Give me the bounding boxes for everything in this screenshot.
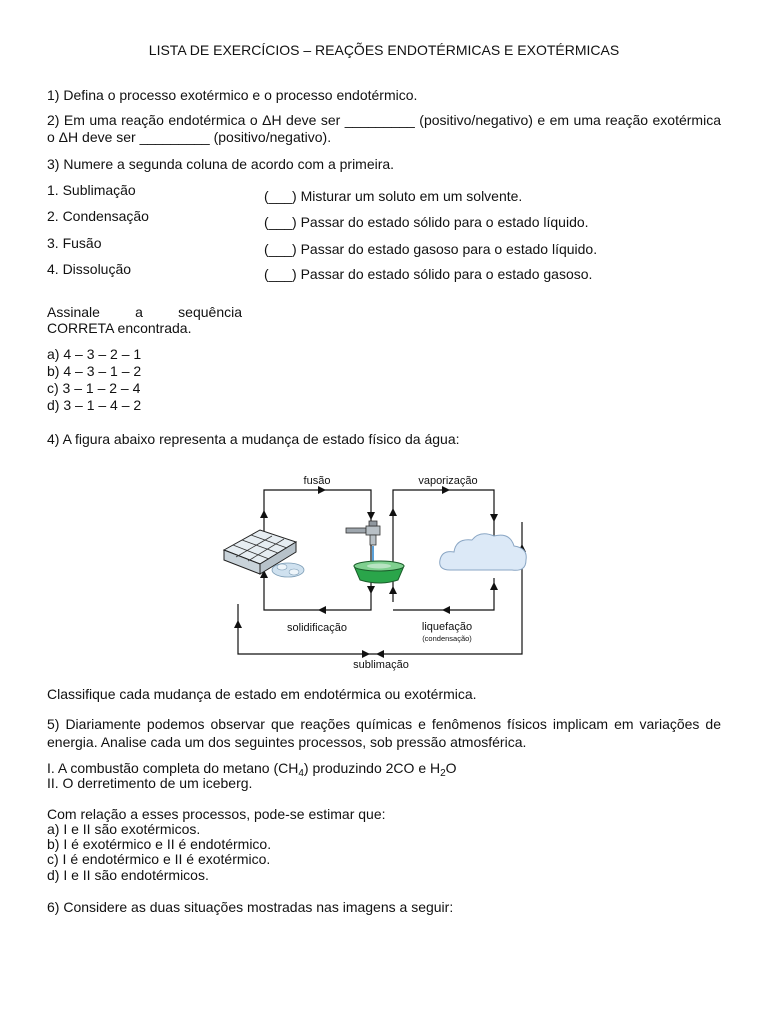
arrow-down-icon <box>490 514 498 522</box>
arrow-up-icon <box>389 508 397 516</box>
arrow-down-icon <box>367 586 375 594</box>
column-1-item-4: 4. Dissolução <box>47 261 132 277</box>
q5-option-b: b) I é exotérmico e II é endotérmico. <box>47 836 272 852</box>
question-2-line-2: o ΔH deve ser _________ (positivo/negativo). <box>47 129 332 145</box>
q3-option-a: a) 4 – 3 – 2 – 1 <box>47 346 142 362</box>
q5-option-d: d) I e II são endotérmicos. <box>47 867 209 883</box>
q5-item-1-part: ) produzindo 2CO e H <box>303 760 441 776</box>
label-sublimacao: sublimação <box>353 659 409 671</box>
state-change-diagram <box>220 466 550 672</box>
q5-item-1-subscript: 2 <box>440 768 446 779</box>
question-1: 1) Defina o processo exotérmico e o processo endotérmico. <box>47 87 418 103</box>
assinale-line-1: Assinale a sequência <box>47 304 242 320</box>
question-5-line-1: 5) Diariamente podemos observar que reações químicas e fenômenos físicos implicam em variações de <box>47 716 721 732</box>
melting-ice-icon <box>272 563 304 577</box>
label-fusao: fusão <box>303 475 331 487</box>
question-4-classify: Classifique cada mudança de estado em endotérmica ou exotérmica. <box>47 686 477 702</box>
liquefaction-line <box>393 578 494 610</box>
question-3-prompt: 3) Numere a segunda coluna de acordo com a primeira. <box>47 156 395 172</box>
assinale-line-2: CORRETA encontrada. <box>47 320 192 336</box>
arrow-left-icon <box>318 606 326 614</box>
column-1-item-3: 3. Fusão <box>47 235 102 251</box>
arrow-down-icon <box>367 512 375 520</box>
column-2-item-3: (___) Passar do estado gasoso para o estado líquido. <box>264 241 598 257</box>
q5-item-1 <box>47 760 457 779</box>
label-liquefacao: liquefação <box>421 621 473 633</box>
arrow-right-icon <box>442 486 450 494</box>
faucet-bowl-icon <box>346 521 404 583</box>
column-1-item-1: 1. Sublimação <box>47 182 136 198</box>
q5-item-1-subscript: 4 <box>298 768 304 779</box>
arrow-right-icon <box>362 650 370 658</box>
q3-option-d: d) 3 – 1 – 4 – 2 <box>47 397 142 413</box>
question-5-line-2: energia. Analise cada um dos seguintes processos, sob pressão atmosférica. <box>47 734 527 750</box>
arrow-up-icon <box>490 582 498 590</box>
q3-option-b: b) 4 – 3 – 1 – 2 <box>47 363 142 379</box>
question-4-prompt: 4) A figura abaixo representa a mudança de estado físico da água: <box>47 431 460 447</box>
arrow-right-icon <box>318 486 326 494</box>
label-condensacao: (condensação) <box>422 634 472 643</box>
arrow-left-icon <box>376 650 384 658</box>
q5-item-1-part: O <box>445 760 457 776</box>
column-2-item-4: (___) Passar do estado sólido para o estado gasoso. <box>264 266 593 282</box>
label-solidificacao: solidificação <box>287 622 347 634</box>
arrow-left-icon <box>442 606 450 614</box>
q5-option-a: a) I e II são exotérmicos. <box>47 821 201 837</box>
question-2-line-1: 2) Em uma reação endotérmica o ΔH deve ser _________ (positivo/negativo) e em uma reação exotérmica <box>47 112 721 128</box>
q5-item-1-part: I. A combustão completa do metano (CH <box>47 760 299 776</box>
arrow-up-icon <box>260 510 268 518</box>
q5-item-2: II. O derretimento de um iceberg. <box>47 775 253 791</box>
arrow-up-icon <box>234 620 242 628</box>
q3-option-c: c) 3 – 1 – 2 – 4 <box>47 380 141 396</box>
question-5-prompt: Com relação a esses processos, pode-se estimar que: <box>47 806 386 822</box>
question-6: 6) Considere as duas situações mostradas nas imagens a seguir: <box>47 899 454 915</box>
column-2-item-1: (___) Misturar um soluto em um solvente. <box>264 188 523 204</box>
page-title: LISTA DE EXERCÍCIOS – REAÇÕES ENDOTÉRMICAS E EXOTÉRMICAS <box>148 42 620 58</box>
q5-option-c: c) I é endotérmico e II é exotérmico. <box>47 851 271 867</box>
cloud-icon <box>440 534 527 571</box>
arrow-up-icon <box>389 586 397 594</box>
column-2-item-2: (___) Passar do estado sólido para o estado líquido. <box>264 214 589 230</box>
label-vaporizacao: vaporização <box>418 475 478 487</box>
column-1-item-2: 2. Condensação <box>47 208 149 224</box>
